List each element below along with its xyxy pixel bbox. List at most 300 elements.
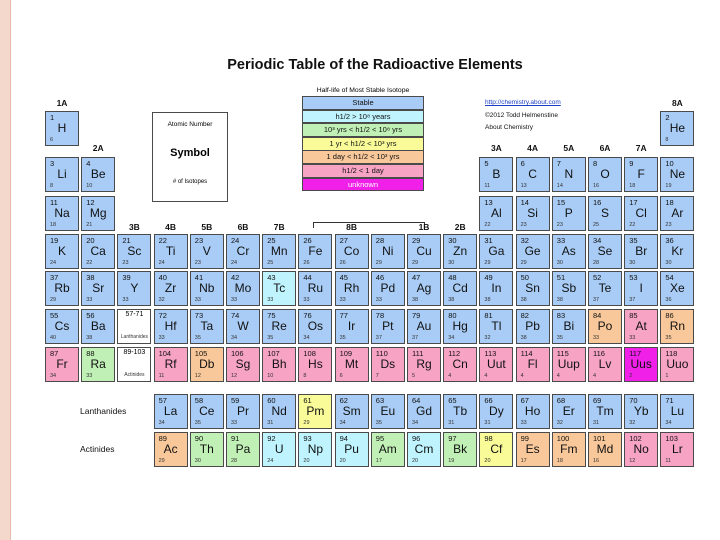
element-cell-rn[interactable] [660,309,694,344]
element-cell-kr[interactable] [660,234,694,269]
key-isotopes: # of Isotopes [172,179,208,185]
legend-item: h1/2 > 10⁸ years [302,110,424,124]
isotope-count: 11 [484,183,491,189]
atomic-number: 103 [665,434,678,443]
element-cell-ta[interactable] [190,309,224,344]
element-cell-li[interactable] [45,157,79,192]
atomic-number: 12 [86,198,95,207]
element-symbol: Ti [165,244,176,258]
atomic-number: 72 [158,311,167,320]
element-symbol: Es [525,442,540,456]
element-symbol: Ce [199,404,215,418]
element-cell-la[interactable] [154,394,188,429]
element-cell-se[interactable] [588,234,622,269]
element-symbol: Cu [416,244,432,258]
isotope-count: 4 [520,373,524,379]
element-cell-yb[interactable] [624,394,658,429]
element-cell-rh[interactable] [335,271,369,306]
isotope-count: 33 [520,420,527,426]
element-cell-tm[interactable] [588,394,622,429]
element-cell-cd[interactable] [443,271,477,306]
atomic-number: 4 [86,159,91,168]
element-cell-ne[interactable] [660,157,694,192]
isotope-count: 31 [484,420,491,426]
element-cell-sc[interactable] [117,234,151,269]
element-cell-cn[interactable] [443,347,477,382]
element-symbol: Th [199,442,214,456]
element-symbol: Zn [453,244,468,258]
legend-item: Stable [302,96,424,110]
element-cell-nd[interactable] [262,394,296,429]
element-cell-he[interactable] [660,111,694,146]
atomic-number: 61 [303,396,312,405]
element-symbol: Mn [270,244,288,258]
element-cell-ni[interactable] [371,234,405,269]
atomic-number: 16 [593,198,602,207]
element-cell-pb[interactable] [516,309,550,344]
group-label-8b: 8B [346,222,358,232]
element-cell-er[interactable] [552,394,586,429]
legend-title: Half-life of Most Stable Isotope [316,87,410,94]
element-cell-ba[interactable] [81,309,115,344]
isotope-count: 5 [412,373,416,379]
atomic-number: 59 [231,396,240,405]
element-cell-br[interactable] [624,234,658,269]
element-symbol: K [57,244,66,258]
element-symbol: Po [597,319,613,333]
atomic-number: 36 [665,236,674,245]
atomic-number: 30 [448,236,457,245]
element-cell-ra[interactable] [81,347,115,382]
atomic-number: 89 [158,434,167,443]
isotope-count: 4 [448,373,452,379]
element-symbol: Au [416,319,432,333]
isotope-count: 20 [412,458,419,464]
element-cell-md[interactable] [588,432,622,467]
element-cell-u[interactable] [262,432,296,467]
site-name: About Chemistry [485,124,534,131]
isotope-count: 26 [303,260,310,266]
element-cell-ds[interactable] [371,347,405,382]
lanthanides-label: Lanthanides [80,406,127,416]
element-cell-tb[interactable] [443,394,477,429]
element-cell-sn[interactable] [516,271,550,306]
atomic-number: 46 [375,273,385,282]
element-symbol: Rn [669,319,686,333]
source-link[interactable]: http://chemistry.about.com [485,99,561,106]
atomic-number: 64 [412,396,421,405]
element-cell-po[interactable] [588,309,622,344]
element-symbol: Ga [488,244,505,258]
element-symbol: In [491,281,502,295]
atomic-number: 49 [484,273,493,282]
element-symbol: Br [635,244,648,258]
element-symbol: Al [491,206,502,220]
element-cell-hg[interactable] [443,309,477,344]
isotope-count: 28 [231,458,238,464]
atomic-number: 43 [267,273,276,282]
element-cell-cl[interactable] [624,196,658,231]
atomic-number: 105 [194,349,208,358]
element-cell-ge[interactable] [516,234,550,269]
element-symbol: V [202,244,211,258]
isotope-count: 23 [556,222,563,228]
element-cell-hf[interactable] [154,309,188,344]
isotope-count: 35 [339,335,346,341]
atomic-number: 66 [484,396,493,405]
isotope-count: 19 [448,458,455,464]
element-cell-xe[interactable] [660,271,694,306]
element-cell-w[interactable] [226,309,260,344]
element-cell-pd[interactable] [371,271,405,306]
atomic-number: 37 [50,273,59,282]
atomic-number: 86 [665,311,674,320]
atomic-number: 50 [520,273,529,282]
isotope-count: 37 [412,335,419,341]
element-cell-db[interactable] [190,347,224,382]
element-symbol: Pr [237,404,249,418]
isotope-count: 35 [665,335,672,341]
atomic-number: 8 [593,159,598,168]
element-symbol: Mt [344,357,359,371]
element-cell-hs[interactable] [298,347,332,382]
element-symbol: Uup [557,357,580,371]
element-symbol: Rf [164,357,177,371]
isotope-count: 30 [194,458,201,464]
element-symbol: Md [596,442,614,456]
element-cell-sr[interactable] [81,271,115,306]
element-symbol: Pd [380,281,396,295]
element-cell-te[interactable] [588,271,622,306]
group-label-5a: 5A [563,143,575,153]
element-cell-eu[interactable] [371,394,405,429]
element-cell-fl[interactable] [516,347,550,382]
element-cell-lr[interactable] [660,432,694,467]
atomic-number: 97 [448,434,457,443]
isotope-count: 6 [50,137,54,143]
group-label-2a: 2A [92,143,104,153]
element-cell-lu[interactable] [660,394,694,429]
element-cell-s[interactable] [588,196,622,231]
element-cell-in[interactable] [479,271,513,306]
placeholder-range: 57-71 [125,311,144,318]
element-cell-tl[interactable] [479,309,513,344]
element-cell-rb[interactable] [45,271,79,306]
atomic-number: 55 [50,311,59,320]
element-cell-be[interactable] [81,157,115,192]
element-symbol: Cf [490,442,503,456]
atomic-number: 96 [412,434,421,443]
element-cell-sm[interactable] [335,394,369,429]
element-symbol: Db [199,357,215,371]
element-cell-zn[interactable] [443,234,477,269]
isotope-count: 35 [194,420,201,426]
atomic-number: 83 [556,311,566,320]
isotope-count: 29 [50,297,57,303]
isotope-count: 16 [593,183,600,189]
atomic-number: 71 [665,396,674,405]
element-symbol: Tl [491,319,502,333]
element-cell-ho[interactable] [516,394,550,429]
isotope-count: 16 [593,458,600,464]
element-symbol: Bi [563,319,575,333]
isotope-count: 32 [556,420,563,426]
isotope-count: 4 [593,373,597,379]
element-symbol: Np [307,442,324,456]
isotope-count: 31 [448,420,455,426]
element-cell-pu[interactable] [335,432,369,467]
element-symbol: Si [527,206,538,220]
element-cell-mn[interactable] [262,234,296,269]
isotope-count: 4 [484,373,488,379]
element-cell-lv[interactable] [588,347,622,382]
isotope-count: 23 [194,260,201,266]
isotope-count: 35 [375,420,382,426]
isotope-count: 33 [158,335,165,341]
element-symbol: Yb [633,404,649,418]
key-atomic-number: Atomic Number [167,121,213,128]
element-cell-pa[interactable] [226,432,260,467]
element-cell-fr[interactable] [45,347,79,382]
element-symbol: Rb [54,281,70,295]
element-cell-at[interactable] [624,309,658,344]
isotope-count: 30 [629,260,636,266]
element-cell-fm[interactable] [552,432,586,467]
isotope-count: 10 [267,373,274,379]
group-label-6b: 6B [237,222,249,232]
isotope-count: 24 [50,260,57,266]
element-cell-sg[interactable] [226,347,260,382]
isotope-count: 30 [556,260,563,266]
isotope-count: 18 [556,458,563,464]
isotope-count: 38 [86,335,93,341]
element-cell-am[interactable] [371,432,405,467]
element-cell-cm[interactable] [407,432,441,467]
element-symbol: Ta [200,319,214,333]
element-cell-as[interactable] [552,234,586,269]
isotope-count: 25 [267,260,274,266]
element-cell-bi[interactable] [552,309,586,344]
isotope-count: 34 [448,335,455,341]
element-symbol: Cl [635,206,647,220]
atomic-number: 53 [629,273,638,282]
isotope-count: 11 [665,458,672,464]
atomic-number: 1 [50,113,55,122]
element-cell-cu[interactable] [407,234,441,269]
isotope-count: 14 [556,183,563,189]
atomic-number: 85 [629,311,638,320]
element-symbol: Ni [382,244,394,258]
isotope-count: 34 [665,420,672,426]
element-symbol: Cd [452,281,468,295]
element-cell-h[interactable] [45,111,79,146]
isotope-count: 33 [86,373,93,379]
element-cell-uus[interactable] [624,347,658,382]
element-cell-i[interactable] [624,271,658,306]
isotope-count: 38 [412,297,419,303]
element-cell-ga[interactable] [479,234,513,269]
element-cell-ca[interactable] [81,234,115,269]
atomic-number: 28 [375,236,385,245]
element-cell-no[interactable] [624,432,658,467]
atomic-number: 80 [448,311,457,320]
atomic-number: 98 [484,434,493,443]
element-symbol: Be [90,167,106,181]
element-symbol: Uus [630,357,652,371]
element-symbol: Ar [671,206,684,220]
element-cell-ce[interactable] [190,394,224,429]
element-symbol: Na [54,206,70,220]
atomic-number: 65 [448,396,457,405]
element-cell-f[interactable] [624,157,658,192]
element-cell-np[interactable] [298,432,332,467]
isotope-count: 28 [593,260,600,266]
element-cell-cf[interactable] [479,432,513,467]
element-cell-uuo[interactable] [660,347,694,382]
isotope-count: 23 [520,222,527,228]
isotope-count: 12 [629,458,636,464]
element-cell-n[interactable] [552,157,586,192]
group-label-1b: 1B [418,222,430,232]
element-cell-fe[interactable] [298,234,332,269]
atomic-number: 20 [86,236,95,245]
atomic-number: 77 [339,311,348,320]
element-symbol: Mg [89,206,107,220]
atomic-number: 35 [629,236,638,245]
element-cell-mo[interactable] [226,271,260,306]
isotope-count: 10 [86,183,93,189]
element-cell-p[interactable] [552,196,586,231]
element-symbol: Uut [487,357,506,371]
element-symbol: Ne [669,167,686,181]
element-cell-au[interactable] [407,309,441,344]
element-symbol: Ag [416,281,432,295]
element-cell-re[interactable] [262,309,296,344]
element-cell-c[interactable] [516,157,550,192]
atomic-number: 69 [593,396,602,405]
isotope-count: 33 [86,297,93,303]
element-cell-o[interactable] [588,157,622,192]
element-cell-bh[interactable] [262,347,296,382]
isotope-count: 38 [448,297,455,303]
element-cell-k[interactable] [45,234,79,269]
element-cell-mg[interactable] [81,196,115,231]
atomic-number: 51 [556,273,566,282]
atomic-number: 6 [520,159,525,168]
element-cell-ti[interactable] [154,234,188,269]
element-symbol: Lv [598,357,612,371]
element-cell-rg[interactable] [407,347,441,382]
element-cell-nb[interactable] [190,271,224,306]
element-cell-pm[interactable] [298,394,332,429]
element-cell-uup[interactable] [552,347,586,382]
isotope-count: 25 [593,222,600,228]
element-cell-al[interactable] [479,196,513,231]
element-cell-bk[interactable] [443,432,477,467]
atomic-number: 17 [629,198,638,207]
element-symbol: Lu [670,404,685,418]
atomic-number: 26 [303,236,312,245]
atomic-number: 3 [50,159,55,168]
element-cell-ac[interactable] [154,432,188,467]
element-cell-na[interactable] [45,196,79,231]
element-symbol: Ds [380,357,396,371]
element-symbol: Tc [273,281,286,295]
element-cell-si[interactable] [516,196,550,231]
atomic-number: 100 [556,434,570,443]
element-cell-rf[interactable] [154,347,188,382]
isotope-count: 30 [448,260,455,266]
element-cell-y[interactable] [117,271,151,306]
element-symbol: At [635,319,647,333]
group-label-4a: 4A [527,143,539,153]
element-cell-ar[interactable] [660,196,694,231]
isotope-count: 24 [231,260,238,266]
element-symbol: Cr [236,244,250,258]
isotope-count: 20 [339,458,346,464]
element-symbol: I [639,281,643,295]
element-symbol: Te [598,281,612,295]
isotope-count: 38 [484,297,491,303]
element-cell-b[interactable] [479,157,513,192]
element-symbol: Co [343,244,360,258]
isotope-count: 38 [520,297,527,303]
atomic-number: 21 [122,236,131,245]
atomic-number: 23 [194,236,204,245]
element-cell-th[interactable] [190,432,224,467]
element-cell-zr[interactable] [154,271,188,306]
element-cell-gd[interactable] [407,394,441,429]
atomic-number: 79 [412,311,421,320]
isotope-count: 6 [339,373,343,379]
element-symbol: H [57,121,67,135]
atomic-number: 81 [484,311,493,320]
atomic-number: 75 [267,311,276,320]
element-cell-v[interactable] [190,234,224,269]
element-cell-es[interactable] [516,432,550,467]
element-cell-uut[interactable] [479,347,513,382]
element-cell-os[interactable] [298,309,332,344]
isotope-count: 32 [629,420,636,426]
group-label-2b: 2B [454,222,466,232]
isotope-count: 31 [593,420,600,426]
element-symbol: Ba [90,319,106,333]
element-cell-sb[interactable] [552,271,586,306]
element-cell-ir[interactable] [335,309,369,344]
element-symbol: Tb [453,404,468,418]
element-cell-dy[interactable] [479,394,513,429]
element-cell-co[interactable] [335,234,369,269]
atomic-number: 70 [629,396,638,405]
element-cell-mt[interactable] [335,347,369,382]
atomic-number: 31 [484,236,493,245]
atomic-number: 27 [339,236,348,245]
isotope-count: 34 [50,373,57,379]
element-cell-tc[interactable] [262,271,296,306]
element-symbol: Re [271,319,287,333]
element-cell-cs[interactable] [45,309,79,344]
element-cell-ag[interactable] [407,271,441,306]
element-symbol: Pa [235,442,251,456]
atomic-number: 54 [665,273,674,282]
element-cell-cr[interactable] [226,234,260,269]
isotope-count: 8 [50,183,54,189]
isotope-count: 2 [629,373,633,379]
element-cell-pr[interactable] [226,394,260,429]
element-cell-ru[interactable] [298,271,332,306]
isotope-count: 8 [303,373,307,379]
element-cell-pt[interactable] [371,309,405,344]
